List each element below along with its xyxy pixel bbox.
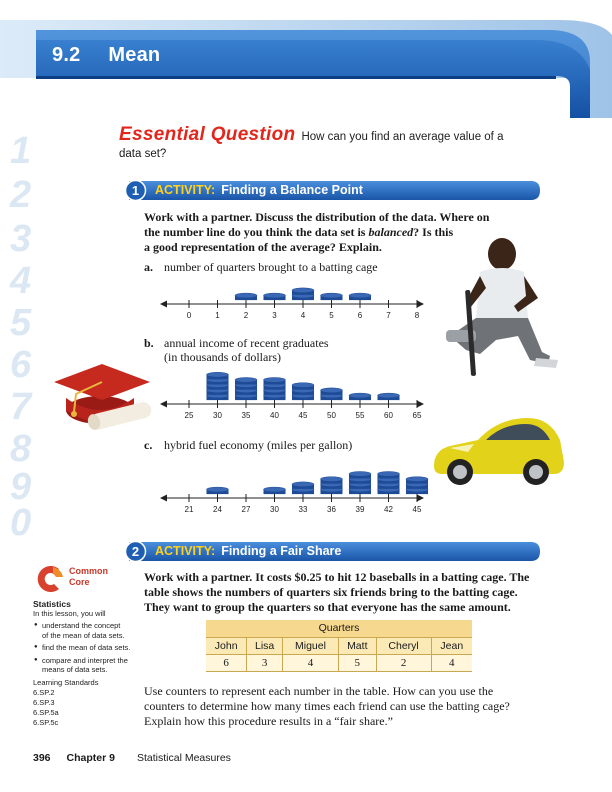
quarter-coin	[321, 293, 343, 300]
table-cell: 3	[247, 655, 283, 672]
side-number: 2	[10, 174, 32, 216]
quarter-coin	[321, 388, 343, 395]
tick-label: 1	[215, 311, 220, 320]
paragraph-line: counters to determine how many times each friend can use the batting cage?	[144, 699, 510, 713]
lesson-header	[0, 0, 612, 118]
side-number: 9	[10, 466, 32, 508]
instruction-line: table shows the numbers of quarters six friends bring to the batting cage.	[144, 585, 518, 599]
part-a-label	[144, 260, 378, 274]
axis-arrow-left	[160, 401, 167, 408]
tick-label: 33	[298, 505, 308, 514]
table-row-names	[206, 638, 472, 655]
essential-question-text-cont: data set?	[119, 148, 167, 160]
side-number: 3	[10, 218, 32, 260]
graduation-cap-diploma-photo	[50, 352, 152, 436]
tick-label: 65	[412, 411, 422, 420]
objective-line: ● compare and interpret the	[42, 655, 128, 665]
tick-label: 45	[412, 505, 422, 514]
activity-2-follow-up	[144, 684, 544, 729]
side-number: 6	[10, 344, 32, 386]
table-header-cell: Lisa	[247, 638, 283, 655]
tick-label: 50	[327, 411, 336, 420]
quarter-coin	[378, 393, 400, 400]
quarter-coin	[264, 378, 286, 385]
activity-2-banner	[119, 541, 541, 562]
page-number: 396	[33, 752, 51, 764]
activity-keyword: ACTIVITY:	[155, 544, 216, 558]
tick-label: 4	[300, 311, 306, 320]
tick-label: 36	[327, 505, 336, 514]
part-letter: c.	[144, 438, 153, 452]
part-description-cont: (in thousands of dollars)	[164, 350, 281, 364]
tick-label: 7	[386, 311, 391, 320]
tick-label: 42	[384, 505, 393, 514]
quarter-coin	[235, 378, 257, 385]
chapter-title: Statistical Measures	[136, 752, 231, 764]
side-number: 5	[10, 302, 32, 344]
instruction-emphasis: balanced	[368, 225, 414, 239]
tick-label: 30	[213, 411, 222, 420]
quarter-coin	[378, 472, 400, 479]
quarter-coin	[349, 393, 371, 400]
part-b-label	[144, 336, 329, 364]
objective-item	[33, 656, 138, 675]
quarter-coin	[292, 383, 314, 390]
objective-item	[33, 643, 138, 653]
activity-1-banner	[119, 180, 541, 201]
quarter-coin	[321, 477, 343, 484]
objective-line: means of data sets.	[42, 665, 108, 674]
tick-label: 55	[355, 411, 365, 420]
instruction-text: ? Is this	[413, 225, 454, 239]
tick-label: 35	[241, 411, 251, 420]
tick-label: 6	[357, 311, 363, 320]
common-core-sidebar	[33, 563, 138, 728]
side-number: 0	[10, 502, 32, 544]
tick-label: 5	[329, 311, 334, 320]
objective-line: of the mean of data sets.	[42, 630, 125, 640]
standard-item: 6.SP.3	[33, 697, 55, 707]
standard-item: 6.SP.5c	[33, 717, 59, 727]
axis-arrow-left	[160, 301, 167, 308]
quarter-coin	[349, 472, 371, 479]
axis-arrow-right	[417, 495, 424, 502]
tick-label: 45	[298, 411, 308, 420]
tick-label: 3	[272, 311, 277, 320]
number-line-quarters	[160, 278, 430, 324]
part-description: annual income of recent graduates	[164, 336, 329, 350]
page-footer	[33, 752, 231, 764]
paragraph-line: Explain how this procedure results in a “fair share.”	[144, 714, 393, 728]
table-cell: 6	[206, 655, 247, 672]
activity-number: 2	[131, 544, 140, 559]
table-cell: 2	[376, 655, 431, 672]
axis-arrow-left	[160, 495, 167, 502]
tick-label: 60	[384, 411, 393, 420]
quarters-table	[206, 620, 472, 672]
tick-label: 24	[213, 505, 222, 514]
quarter-coin	[349, 293, 371, 300]
standards-heading: Learning Standards	[33, 677, 99, 687]
chapter-label: Chapter 9	[66, 752, 115, 764]
side-number: 1	[10, 130, 32, 172]
tick-label: 40	[270, 411, 279, 420]
tick-label: 25	[184, 411, 194, 420]
table-header-cell: Miguel	[282, 638, 338, 655]
yellow-hybrid-car-photo	[428, 410, 568, 494]
table-caption: Quarters	[206, 620, 472, 637]
quarter-coin	[292, 482, 314, 489]
table-cell: 4	[431, 655, 472, 672]
instruction-text: the number line do you think the data set is	[144, 225, 369, 239]
tick-label: 39	[355, 505, 365, 514]
logo-line: Common	[69, 566, 108, 576]
number-line-income	[160, 362, 430, 424]
lesson-title	[52, 44, 160, 67]
table-header-cell: Jean	[431, 638, 472, 655]
instruction-line: Work with a partner. Discuss the distribution of the data. Where on	[144, 210, 490, 224]
part-letter: a.	[144, 260, 153, 274]
essential-question	[119, 124, 539, 160]
activity-keyword: ACTIVITY:	[155, 183, 216, 197]
quarter-coin	[264, 487, 286, 494]
tick-label: 21	[184, 505, 194, 514]
side-number: 7	[10, 386, 32, 428]
lesson-number: 9.2	[52, 44, 81, 66]
logo-line: Core	[69, 577, 90, 587]
quarter-coin	[292, 288, 314, 295]
part-letter: b.	[144, 336, 154, 350]
standard-item: 6.SP.5a	[33, 707, 59, 717]
objective-line: ● find the mean of data sets.	[42, 643, 131, 652]
sidebar-intro: In this lesson, you will	[33, 609, 106, 618]
decorative-number-strip	[0, 130, 50, 550]
instruction-line: They want to group the quarters so that everyone has the same amount.	[144, 600, 511, 614]
axis-arrow-right	[417, 301, 424, 308]
table-row-values	[206, 655, 472, 672]
part-description: hybrid fuel economy (miles per gallon)	[164, 438, 353, 452]
essential-question-text: How can you find an average value of a	[301, 131, 504, 143]
part-description: number of quarters brought to a batting cage	[164, 260, 378, 274]
standard-item: 6.SP.2	[33, 687, 55, 697]
side-number: 4	[10, 260, 32, 302]
lesson-name: Mean	[108, 44, 161, 66]
table-header-cell: Matt	[338, 638, 376, 655]
table-cell: 5	[338, 655, 376, 672]
tick-label: 2	[243, 311, 249, 320]
sidebar-objectives	[33, 621, 138, 675]
tick-label: 27	[241, 505, 251, 514]
objective-item	[33, 621, 138, 640]
activity-2-instructions	[144, 570, 544, 615]
activity-name: Finding a Fair Share	[221, 544, 342, 558]
essential-question-label: Essential Question	[119, 124, 296, 145]
table-header-cell: John	[206, 638, 247, 655]
tick-label: 0	[186, 311, 192, 320]
paragraph-line: Use counters to represent each number in the table. How can you use the	[144, 684, 494, 698]
tick-label: 30	[270, 505, 279, 514]
objective-line: ● understand the concept	[42, 621, 121, 630]
boy-with-bat-photo	[440, 232, 560, 380]
activity-title	[155, 544, 341, 558]
instruction-line: Work with a partner. It costs $0.25 to hit 12 baseballs in a batting cage. The	[144, 570, 530, 584]
part-c-label	[144, 438, 352, 452]
axis-arrow-right	[417, 401, 424, 408]
table-header-cell: Cheryl	[376, 638, 431, 655]
quarter-coin	[207, 372, 229, 379]
tick-label: 8	[414, 311, 420, 320]
common-core-icon	[33, 563, 65, 595]
side-number: 8	[10, 428, 32, 470]
common-core-logo	[33, 563, 138, 597]
number-line-fuel-economy	[160, 452, 430, 518]
quarter-coin	[406, 477, 428, 484]
common-core-text	[69, 566, 108, 588]
instruction-line: a good representation of the average? Explain.	[144, 240, 382, 254]
quarter-coin	[235, 293, 257, 300]
sidebar-heading: Statistics	[33, 599, 71, 609]
activity-name: Finding a Balance Point	[221, 183, 363, 197]
quarter-coin	[264, 293, 286, 300]
activity-number: 1	[131, 183, 140, 198]
quarter-coin	[207, 487, 229, 494]
activity-title	[155, 183, 363, 197]
table-cell: 4	[282, 655, 338, 672]
